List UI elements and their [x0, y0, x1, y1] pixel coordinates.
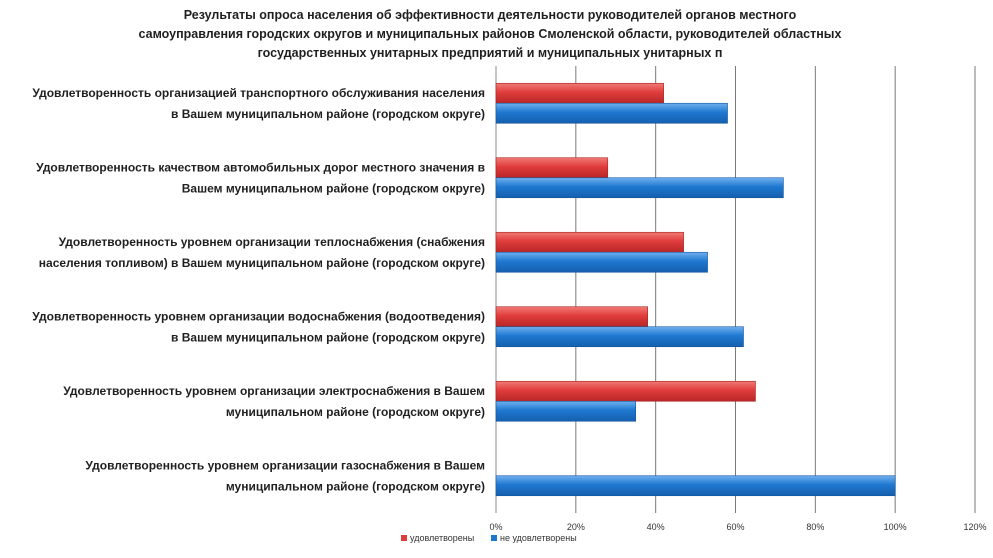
legend-swatch-not-satisfied	[491, 535, 497, 541]
legend-swatch-satisfied	[401, 535, 407, 541]
category-label-4: в Вашем муниципальном районе (городском округе)	[171, 330, 485, 345]
chart-title-line-2: самоуправления городских округов и муниципальных районов Смоленской области, руководителей областных	[138, 27, 842, 41]
bar-not-satisfied-6	[496, 476, 895, 496]
bar-not-satisfied-4	[496, 327, 743, 347]
x-tick-label: 120%	[963, 522, 987, 532]
x-tick-label: 100%	[883, 522, 907, 532]
grid-lines	[496, 66, 975, 513]
chart-title-line-3: государственных унитарных предприятий и муниципальных унитарных п	[257, 46, 723, 60]
category-label-5: Удовлетворенность уровнем организации электроснабжения в Вашем	[63, 383, 485, 398]
category-label-2: Вашем муниципальном районе (городском округе)	[181, 181, 485, 196]
bar-satisfied-1	[496, 83, 664, 103]
x-tick-label: 60%	[726, 522, 745, 532]
bar-not-satisfied-3	[496, 252, 708, 272]
category-label-6: муниципальном районе (городском округе)	[225, 479, 485, 494]
bar-satisfied-4	[496, 307, 648, 327]
chart-title-line-1: Результаты опроса населения об эффективности деятельности руководителей органов местного	[183, 8, 797, 22]
legend	[401, 533, 577, 543]
bar-satisfied-3	[496, 232, 684, 252]
bar-satisfied-5	[496, 381, 755, 401]
category-labels	[32, 86, 485, 494]
category-label-1: в Вашем муниципальном районе (городском округе)	[171, 106, 485, 121]
category-label-3: Удовлетворенность уровнем организации теплоснабжения (снабжения	[58, 234, 485, 249]
bars	[496, 83, 895, 496]
legend-label-satisfied: удовлетворены	[410, 533, 475, 543]
x-tick-label: 40%	[646, 522, 665, 532]
x-tick-label: 0%	[489, 522, 503, 532]
category-label-3: населения топливом) в Вашем муниципальном районе (городском округе)	[38, 255, 485, 270]
category-label-6: Удовлетворенность уровнем организации газоснабжения в Вашем	[85, 458, 485, 473]
x-tick-label: 20%	[566, 522, 585, 532]
category-label-1: Удовлетворенность организацией транспортного обслуживания населения	[32, 85, 485, 100]
x-axis-ticks	[489, 522, 986, 532]
category-label-5: муниципальном районе (городском округе)	[225, 404, 485, 419]
x-tick-label: 80%	[806, 522, 825, 532]
bar-satisfied-2	[496, 158, 608, 178]
bar-not-satisfied-1	[496, 103, 728, 123]
bar-not-satisfied-5	[496, 401, 636, 421]
bar-not-satisfied-2	[496, 178, 783, 198]
category-label-2: Удовлетворенность качеством автомобильных дорог местного значения в	[36, 160, 485, 175]
legend-label-not-satisfied: не удовлетворены	[500, 533, 577, 543]
category-label-4: Удовлетворенность уровнем организации водоснабжения (водоотведения)	[32, 309, 485, 324]
